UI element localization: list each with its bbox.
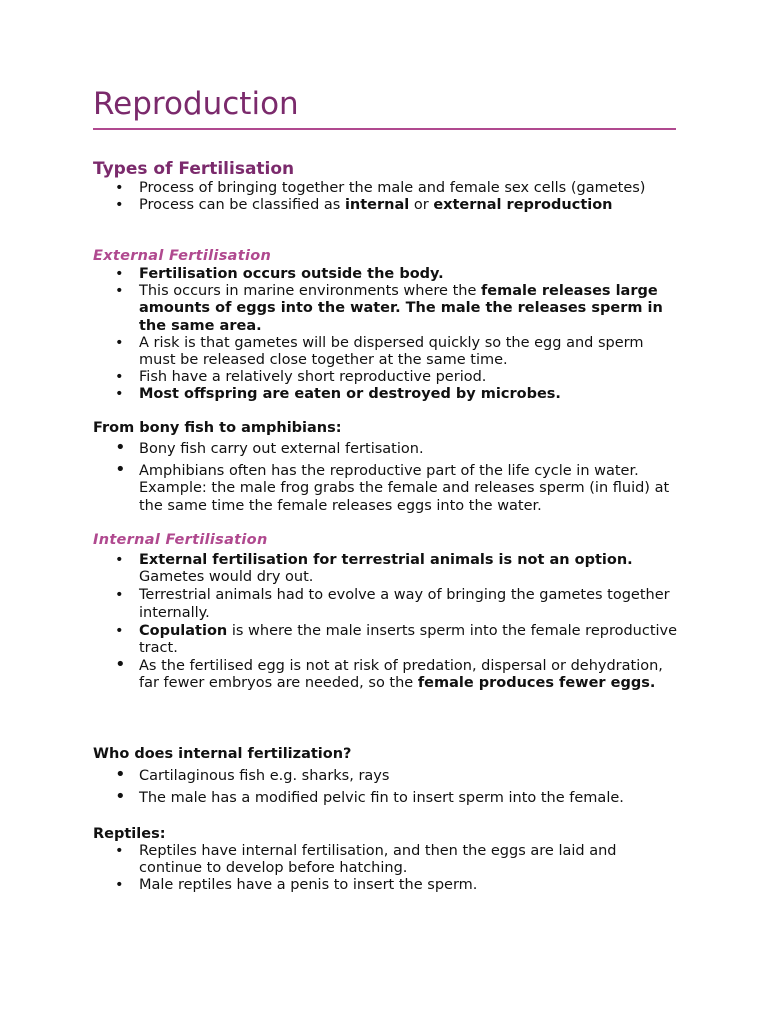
list-item: • A risk is that gametes will be dispersed quickly so the egg and sperm must be released close together at the same time. [115, 334, 644, 369]
list-item: • Amphibians often has the reproductive part of the life cycle in water. Example: the male frog grabs the female and releases sperm (in fluid) at the same time the female releases eggs into the water. [115, 459, 670, 514]
bullet-icon: • [115, 877, 124, 894]
heading-reptiles: Reptiles: [93, 826, 166, 842]
heading-types-of-fertilisation: Types of Fertilisation [93, 159, 295, 179]
list-item: • This occurs in marine environments where the female releases large amounts of eggs into the water. The male the releases sperm in the same area. [115, 283, 663, 334]
list-item: • Fertilisation occurs outside the body. [115, 266, 444, 282]
bullet-icon: • [115, 197, 124, 214]
list-bony-fish-to-amphibians [93, 437, 683, 520]
heading-bony-fish-to-amphibians: From bony fish to amphibians: [93, 420, 342, 436]
list-types-of-fertilisation [93, 180, 683, 214]
list-item: • The male has a modified pelvic fin to insert sperm into the female. [115, 786, 624, 808]
bullet-icon: • [115, 459, 126, 481]
bullet-icon: • [115, 552, 124, 568]
bullet-icon: • [115, 369, 124, 386]
list-item: • Fish have a relatively short reproductive period. [115, 369, 487, 386]
list-item: • As the fertilised egg is not at risk of predation, dispersal or dehydration, far fewer embryos are needed, so the female produces fewer eggs. [115, 654, 663, 692]
list-item: • Most offspring are eaten or destroyed by microbes. [115, 386, 561, 403]
heading-internal-fertilisation: Internal Fertilisation [93, 532, 268, 548]
list-item: • Cartilaginous fish e.g. sharks, rays [115, 764, 390, 785]
bullet-icon: • [115, 283, 124, 300]
bullet-icon: • [115, 786, 126, 808]
list-item: • Reptiles have internal fertilisation, and then the eggs are laid and continue to develop before hatching. [115, 843, 617, 877]
heading-who-does-internal-fertilization: Who does internal fertilization? [93, 746, 352, 762]
bullet-icon: • [115, 654, 126, 676]
bullet-icon: • [115, 180, 124, 196]
list-who-does-internal-fertilization [93, 764, 683, 812]
title-divider [93, 128, 676, 130]
bullet-icon: • [115, 587, 124, 604]
list-item: • Bony fish carry out external fertisation. [115, 437, 424, 458]
bullet-icon: • [115, 386, 124, 403]
list-item: • Copulation is where the male inserts sperm into the female reproductive tract. [115, 622, 678, 657]
list-external-fertilisation [93, 266, 683, 404]
bullet-icon: • [115, 266, 124, 282]
bullet-icon: • [115, 843, 124, 859]
bullet-icon: • [115, 334, 124, 351]
bullet-icon: • [115, 437, 126, 458]
list-item: • Male reptiles have a penis to insert the sperm. [115, 877, 478, 894]
list-internal-fertilisation [93, 552, 683, 693]
list-reptiles [93, 843, 683, 895]
list-item: • External fertilisation for terrestrial animals is not an option. Gametes would dry out. [115, 552, 633, 586]
bullet-icon: • [115, 764, 126, 785]
page-title: Reproduction [93, 86, 299, 122]
heading-external-fertilisation: External Fertilisation [93, 248, 272, 264]
list-item: • Terrestrial animals had to evolve a way of bringing the gametes together internally. [115, 587, 670, 621]
list-item: • Process can be classified as internal or external reproduction [115, 197, 613, 214]
list-item: • Process of bringing together the male and female sex cells (gametes) [115, 180, 646, 196]
bullet-icon: • [115, 622, 124, 639]
